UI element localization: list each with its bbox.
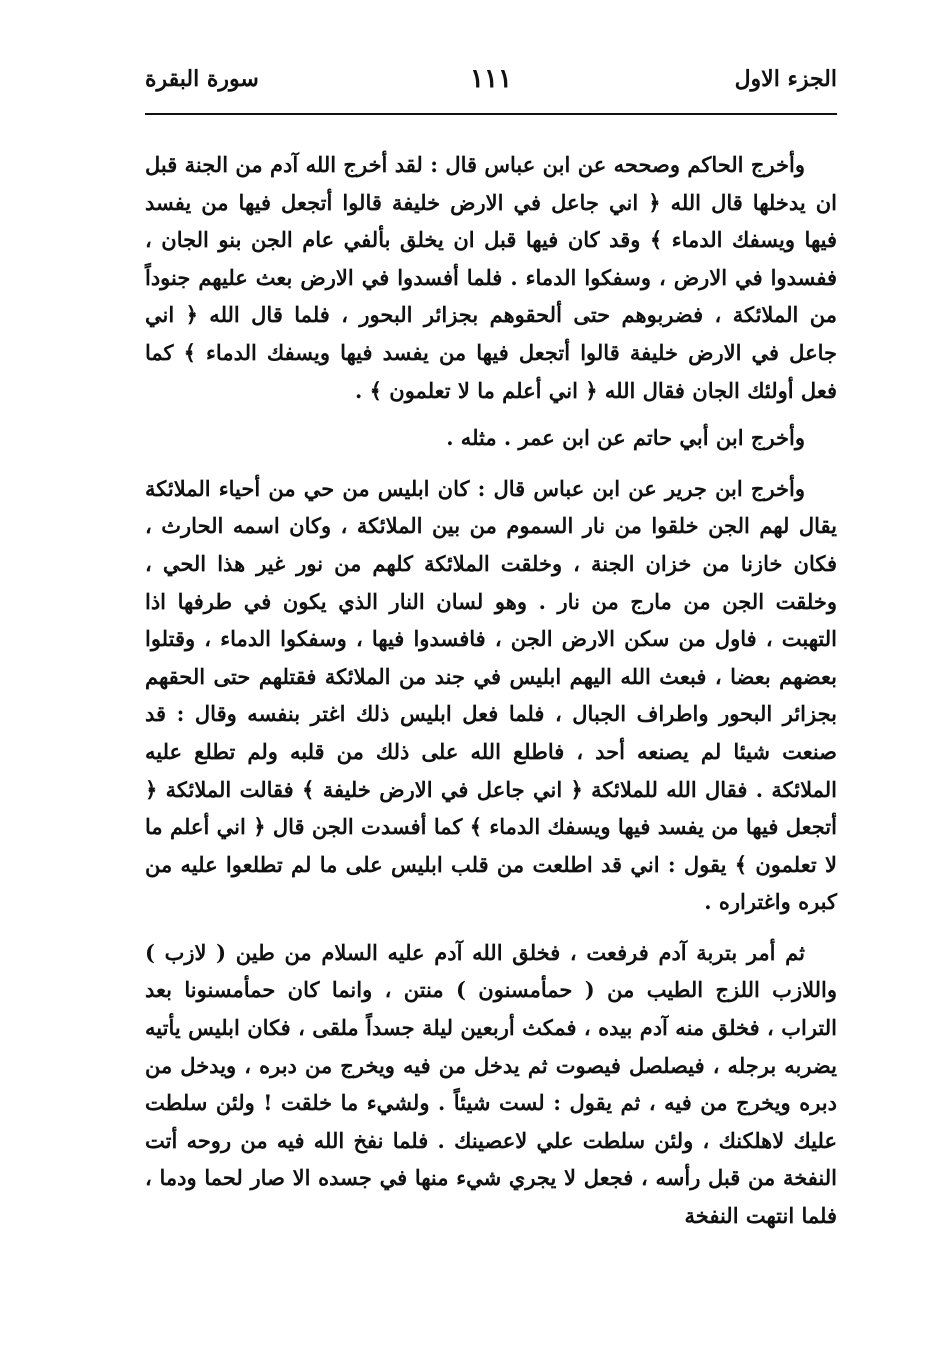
page-body	[145, 146, 837, 1235]
volume-title: الجزء الاول	[734, 66, 837, 92]
page-number: ١١١	[470, 64, 512, 94]
paragraph-4: ثم أمر بتربة آدم فرفعت ، فخلق الله آدم عليه السلام من طين ( لازب ) واللازب اللزج الطيب من ( حمأمسنون ) منتن ، وانما كان حمأمسنونا بعد التراب ، فخلق منه آدم بيده ، فمكث أربعين ليلة جسداً ملقى ، فكان ابليس يأتيه يضربه برجله ، فيصلصل فيصوت ثم يدخل من فيه ويخرج من دبره ، ويدخل من دبره ويخرج من فيه ، ثم يقول : لست شيئاً . ولشيء ما خلقت ! ولئن سلطت عليك لاهلكنك ، ولئن سلطت علي لاعصينك . فلما نفخ الله فيه من روحه أتت النفخة من قبل رأسه ، فجعل لا يجري شيء منها في جسده الا صار لحما ودما ، فلما انتهت النفخة	[145, 939, 837, 1229]
surah-title: سورة البقرة	[145, 66, 259, 92]
header-divider	[145, 113, 837, 115]
paragraph-2: وأخرج ابن أبي حاتم عن ابن عمر . مثله .	[446, 425, 805, 451]
page-header	[145, 66, 837, 106]
paragraph-1: وأخرج الحاكم وصححه عن ابن عباس قال : لقد أخرج الله آدم من الجنة قبل ان يدخلها قال الله ﴿ اني جاعل في الارض خليفة قالوا أتجعل فيها من يفسد فيها ويسفك الدماء ﴾ وقد كان فيها قبل ان يخلق بألفي عام الجن بنو الجان ، ففسدوا في الارض ، وسفكوا الدماء . فلما أفسدوا في الارض بعث عليهم جنوداً من الملائكة ، فضربوهم حتى ألحقوهم بجزائر البحور ، فلما قال الله ﴿ اني جاعل في الارض خليفة قالوا أتجعل فيها من يفسد فيها ويسفك الدماء ﴾ كما فعل أولئك الجان فقال الله ﴿ اني أعلم ما لا تعلمون ﴾ .	[145, 152, 837, 403]
paragraph-3: وأخرج ابن جرير عن ابن عباس قال : كان ابليس من حي من أحياء الملائكة يقال لهم الجن خلقوا من نار السموم من بين الملائكة ، وكان اسمه الحارث ، فكان خازنا من خزان الجنة ، وخلقت الملائكة كلهم من نور غير هذا الحي ، وخلقت الجن من مارج من نار . وهو لسان النار الذي يكون في طرفها اذا التهبت ، فاول من سكن الارض الجن ، فافسدوا فيها ، وسفكوا الدماء ، وقتلوا بعضهم بعضا ، فبعث الله اليهم ابليس في جند من الملائكة فقتلهم حتى الحقهم بجزائر البحور واطراف الجبال ، فلما فعل ابليس ذلك اغتر بنفسه وقال : قد صنعت شيئا لم يصنعه أحد ، فاطلع الله على ذلك من قلبه ولم تطلع عليه الملائكة . فقال الله للملائكة ﴿ اني جاعل في الارض خليفة ﴾ فقالت الملائكة ﴿ أتجعل فيها من يفسد فيها ويسفك الدماء ﴾ كما أفسدت الجن قال ﴿ اني أعلم ما لا تعلمون ﴾ يقول : اني قد اطلعت من قلب ابليس على ما لم تطلعوا عليه من كبره واغتراره .	[145, 475, 837, 915]
